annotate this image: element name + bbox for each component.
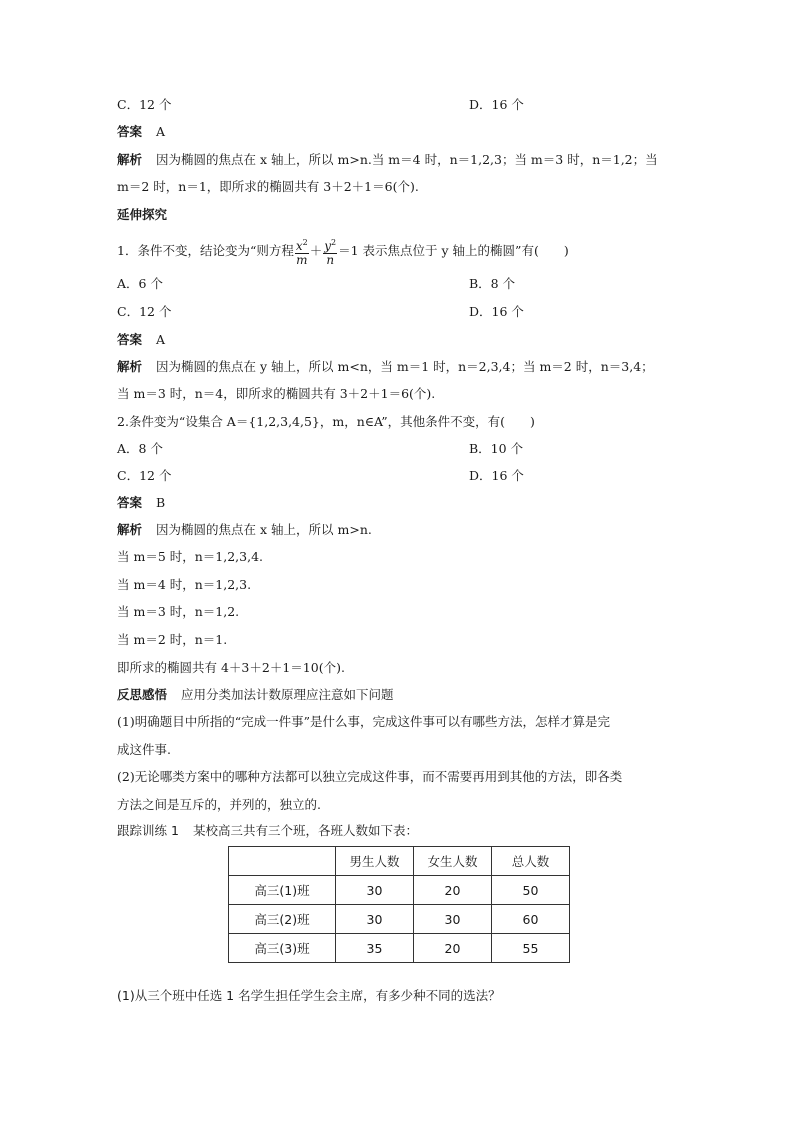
- answer-label: 答案: [117, 495, 143, 510]
- option-c: C．12 个: [117, 97, 172, 112]
- q2-step-2: 当 m＝4 时，n＝1,2,3.: [117, 577, 252, 592]
- answer-value: A: [156, 332, 166, 347]
- table-row: [229, 905, 570, 934]
- q2-stem: 2.条件变为“设集合 A＝{1,2,3,4,5}，m，n∈A”，其他条件不变，有( ): [117, 414, 535, 429]
- q2-step-3: 当 m＝3 时，n＝1,2.: [117, 604, 240, 619]
- reflection-title: 应用分类加法计数原理应注意如下问题: [181, 687, 394, 702]
- reflection-heading: [117, 686, 394, 704]
- analysis-label: 解析: [117, 522, 143, 537]
- q1-analysis-line-1: [117, 358, 654, 376]
- training-text: 某校高三共有三个班，各班人数如下表：: [192, 823, 418, 838]
- q1-analysis-line-2: 当 m＝3 时，n＝4，即所求的椭圆共有 3＋2＋1＝6(个).: [117, 386, 436, 401]
- q1-stem: [117, 236, 569, 267]
- table-row: [229, 934, 570, 963]
- table-cell: 高三(3)班: [229, 934, 336, 963]
- q1-option-c: C．12 个: [117, 304, 172, 319]
- analysis-text: 因为椭圆的焦点在 x 轴上，所以 m>n.当 m＝4 时，n＝1,2,3；当 m＝3 时，n＝1,2；当: [156, 152, 658, 167]
- q1-option-b: B．8 个: [469, 276, 516, 291]
- analysis-label: 解析: [117, 152, 143, 167]
- q2-analysis-line-1: [117, 521, 372, 539]
- q1-option-row-cd: [117, 303, 524, 321]
- table-cell: 高三(1)班: [229, 876, 336, 905]
- q2-step-1: 当 m＝5 时，n＝1,2,3,4.: [117, 549, 264, 564]
- option-row-cd: [117, 96, 524, 114]
- table-header-cell: 女生人数: [414, 847, 492, 876]
- q2-conclusion: 即所求的椭圆共有 4＋3＋2＋1＝10(个).: [117, 660, 345, 675]
- answer-value: A: [156, 124, 166, 139]
- q2-step-4: 当 m＝2 时，n＝1.: [117, 632, 228, 647]
- q2-option-row-cd: [117, 467, 524, 485]
- analysis-text: 因为椭圆的焦点在 y 轴上，所以 m<n，当 m＝1 时，n＝2,3,4；当 m＝2 时，n＝3,4；: [156, 359, 654, 374]
- table-cell: 20: [414, 876, 492, 905]
- reflection-label: 反思感悟: [117, 687, 168, 702]
- reflection-p1-line1: (1)明确题目中所指的“完成一件事”是什么事，完成这件事可以有哪些方法，怎样才算是完: [117, 714, 610, 729]
- reflection-p2-line2: 方法之间是互斥的，并列的，独立的.: [117, 797, 321, 812]
- q2-answer-row: [117, 494, 165, 512]
- fraction-y-over-n: $\frac{y^2}{n}$: [324, 238, 337, 267]
- analysis-text: 因为椭圆的焦点在 x 轴上，所以 m>n.: [156, 522, 372, 537]
- table-cell: 35: [336, 934, 414, 963]
- q1-answer-row: [117, 331, 165, 349]
- table-cell: 30: [414, 905, 492, 934]
- q2-option-c: C．12 个: [117, 468, 172, 483]
- q2-option-b: B．10 个: [469, 441, 524, 456]
- fraction-x-over-m: $\frac{x^2}{m}$: [295, 238, 308, 267]
- plus-sign: ＋: [309, 243, 323, 258]
- training-label: 跟踪训练 1: [117, 823, 179, 838]
- table-cell: 55: [492, 934, 570, 963]
- q1-prefix: 1．条件不变，结论变为“则方程: [117, 243, 294, 258]
- analysis-line-2: m＝2 时，n＝1，即所求的椭圆共有 3＋2＋1＝6(个).: [117, 179, 419, 194]
- table-header-cell: 总人数: [492, 847, 570, 876]
- q2-option-row-ab: [117, 440, 524, 458]
- table-cell: 20: [414, 934, 492, 963]
- training-heading: [117, 822, 418, 840]
- table-cell: 50: [492, 876, 570, 905]
- answer-value: B: [156, 495, 166, 510]
- answer-row: [117, 123, 165, 141]
- reflection-p1-line2: 成这件事.: [117, 742, 171, 757]
- table-header-cell: 男生人数: [336, 847, 414, 876]
- extension-heading: 延伸探究: [117, 207, 168, 222]
- analysis-label: 解析: [117, 359, 143, 374]
- table-cell: 60: [492, 905, 570, 934]
- table-cell: 30: [336, 905, 414, 934]
- training-question-1: (1)从三个班中任选 1 名学生担任学生会主席，有多少种不同的选法？: [117, 988, 501, 1003]
- q1-suffix: ＝1 表示焦点位于 y 轴上的椭圆”有( ): [338, 243, 569, 258]
- table-cell: 30: [336, 876, 414, 905]
- q2-option-d: D．16 个: [469, 468, 524, 483]
- answer-label: 答案: [117, 332, 143, 347]
- table-row: [229, 876, 570, 905]
- reflection-p2-line1: (2)无论哪类方案中的哪种方法都可以独立完成这件事，而不需要再用到其他的方法，即各类: [117, 769, 623, 784]
- class-size-table: [228, 846, 570, 963]
- table-header-row: [229, 847, 570, 876]
- q1-option-row-ab: [117, 275, 516, 293]
- analysis-line-1: [117, 151, 658, 169]
- q2-option-a: A．8 个: [117, 441, 163, 456]
- q1-option-a: A．6 个: [117, 276, 163, 291]
- answer-label: 答案: [117, 124, 143, 139]
- q1-option-d: D．16 个: [469, 304, 524, 319]
- table-header-cell: [229, 847, 336, 876]
- option-d: D．16 个: [469, 97, 524, 112]
- table-cell: 高三(2)班: [229, 905, 336, 934]
